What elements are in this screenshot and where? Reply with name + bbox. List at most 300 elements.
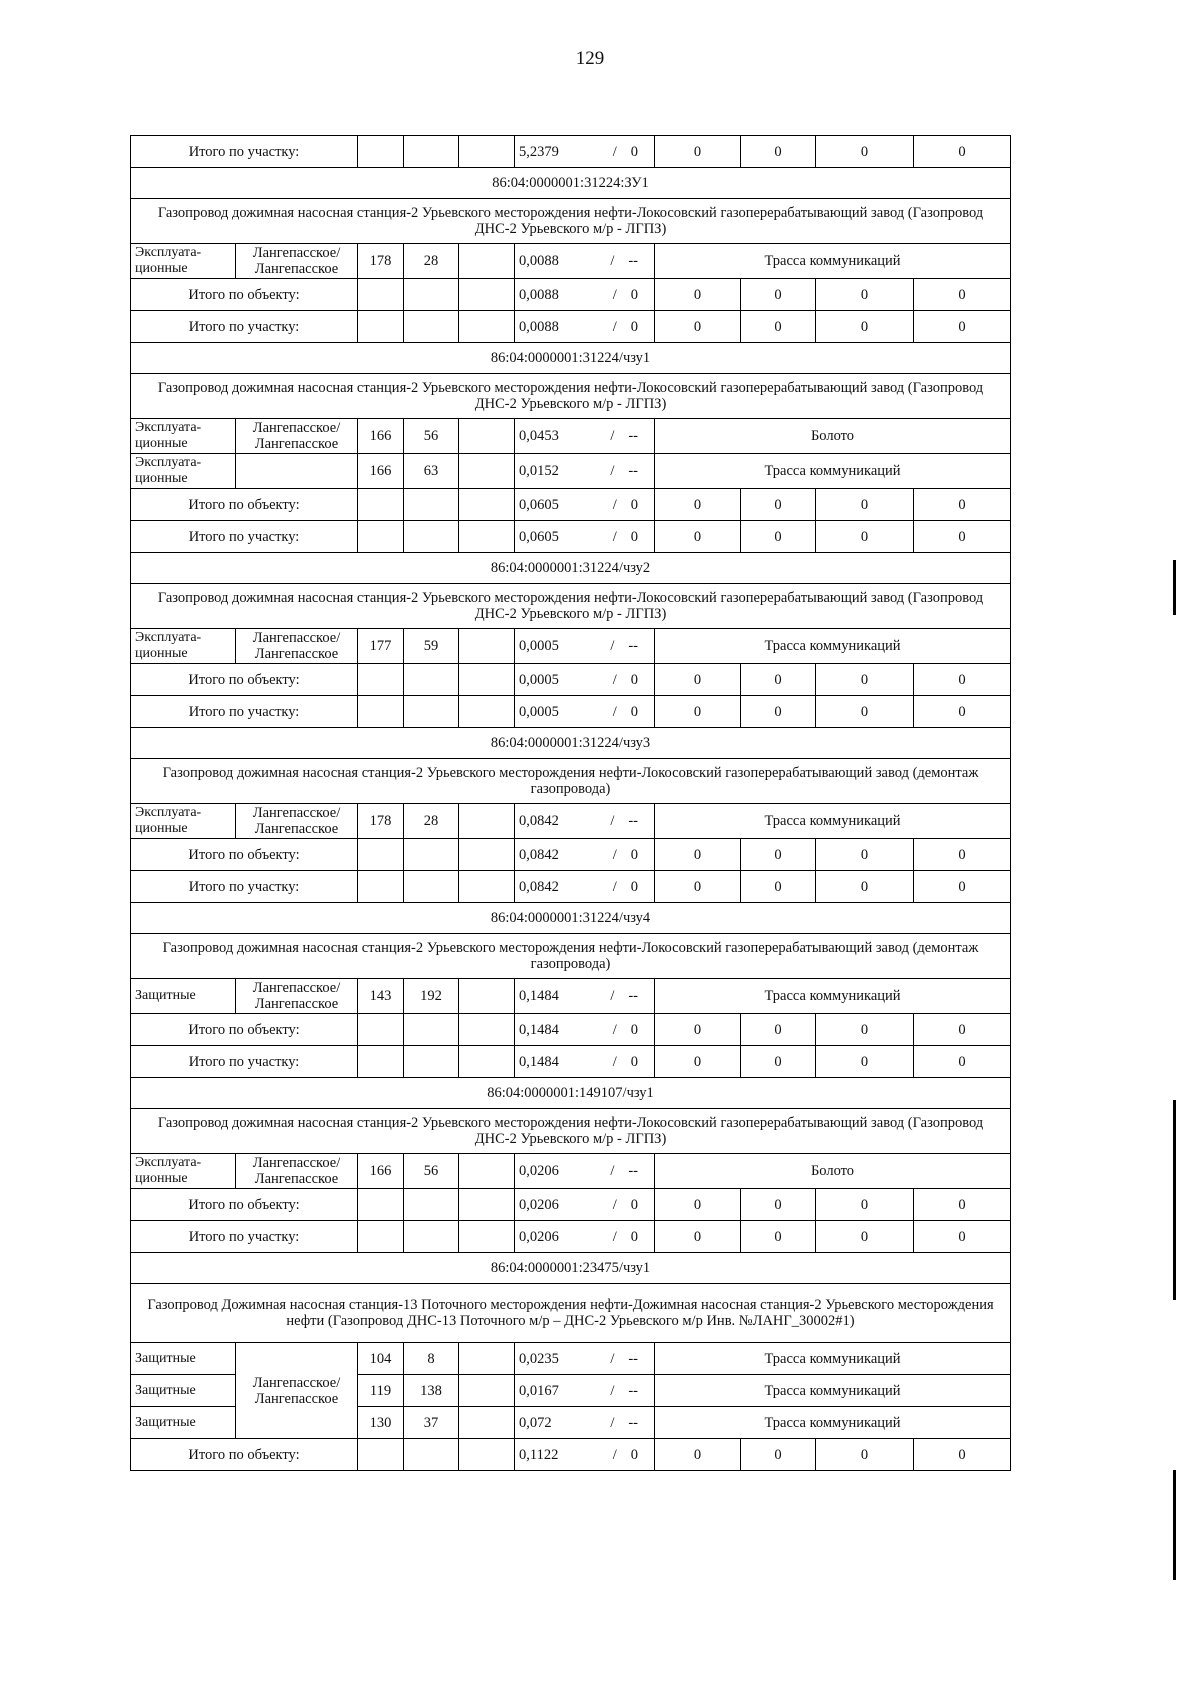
plot-total-row xyxy=(131,1046,1011,1078)
area-pair xyxy=(519,879,650,895)
area-second xyxy=(596,1383,638,1399)
cadastral-number: 86:04:0000001:31224/чзу1 xyxy=(131,343,1011,374)
vydel-number: 28 xyxy=(404,244,459,279)
plot-note: Трасса коммуникаций xyxy=(655,244,1011,279)
area-cell xyxy=(515,1221,655,1253)
empty-cell xyxy=(404,1221,459,1253)
area-separator: / xyxy=(612,286,617,303)
plot-row xyxy=(131,804,1011,839)
area-second-value: -- xyxy=(628,1350,639,1367)
area-separator: / xyxy=(610,463,615,479)
forest-category: Эксплуата- ционные xyxy=(131,419,236,454)
plot-note: Болото xyxy=(655,419,1011,454)
area-separator: / xyxy=(610,988,615,1004)
total-value: 0 xyxy=(655,1221,741,1253)
empty-cell xyxy=(404,1439,459,1471)
total-value: 0 xyxy=(914,136,1011,168)
forest-plot-table xyxy=(130,135,1011,1471)
empty-cell xyxy=(459,1375,515,1407)
plot-row xyxy=(131,1343,1011,1375)
object-total-row xyxy=(131,839,1011,871)
total-value: 0 xyxy=(816,489,914,521)
total-value: 0 xyxy=(816,1046,914,1078)
area-cell xyxy=(515,521,655,553)
object-name: Газопровод дожимная насосная станция-2 Урьевского месторождения нефти-Локосовский газоперерабатывающий завод (демонтаж газопровода) xyxy=(131,934,1011,979)
forest-category: Эксплуата- ционные xyxy=(131,804,236,839)
plot-note: Трасса коммуникаций xyxy=(655,1375,1011,1407)
forestry-name: Лангепасское/ Лангепасское xyxy=(236,804,358,839)
cadastral-row xyxy=(131,553,1011,584)
forest-category: Эксплуата- ционные xyxy=(131,244,236,279)
area-separator: / xyxy=(610,813,615,829)
plot-total-row xyxy=(131,871,1011,903)
empty-cell xyxy=(459,979,515,1014)
total-value: 0 xyxy=(741,489,816,521)
area-second-value: 0 xyxy=(630,1021,639,1038)
area-value: 0,0167 xyxy=(519,1382,559,1399)
total-value: 0 xyxy=(655,279,741,311)
area-separator: / xyxy=(612,1053,617,1070)
area-separator: / xyxy=(610,1350,615,1367)
object-total-row xyxy=(131,279,1011,311)
object-total-row xyxy=(131,1014,1011,1046)
cadastral-number: 86:04:0000001:31224/чзу3 xyxy=(131,728,1011,759)
empty-cell xyxy=(358,1439,404,1471)
total-label: Итого по участку: xyxy=(131,521,358,553)
object-name: Газопровод дожимная насосная станция-2 Урьевского месторождения нефти-Локосовский газоперерабатывающий завод (Газопровод ДНС-2 Урьевского м/р - ЛГПЗ) xyxy=(131,584,1011,629)
total-value: 0 xyxy=(655,839,741,871)
empty-cell xyxy=(358,871,404,903)
empty-cell xyxy=(404,1046,459,1078)
area-second-value: -- xyxy=(628,988,639,1004)
area-cell xyxy=(515,664,655,696)
kvartal-number: 166 xyxy=(358,1154,404,1189)
area-separator: / xyxy=(612,143,617,160)
total-value: 0 xyxy=(655,664,741,696)
area-cell xyxy=(515,136,655,168)
area-second-value: -- xyxy=(628,428,639,444)
empty-cell xyxy=(459,1439,515,1471)
area-cell xyxy=(515,1046,655,1078)
area-value: 0,0842 xyxy=(519,846,559,863)
total-value: 0 xyxy=(914,1046,1011,1078)
area-value: 0,1484 xyxy=(519,988,559,1004)
empty-cell xyxy=(358,696,404,728)
area-second-value: 0 xyxy=(630,496,639,513)
area-value: 0,0005 xyxy=(519,703,559,720)
total-value: 0 xyxy=(741,1046,816,1078)
empty-cell xyxy=(459,454,515,489)
cadastral-row xyxy=(131,1253,1011,1284)
cadastral-number: 86:04:0000001:31224/чзу4 xyxy=(131,903,1011,934)
empty-cell xyxy=(459,629,515,664)
area-second xyxy=(599,879,638,895)
plot-row xyxy=(131,629,1011,664)
empty-cell xyxy=(459,1014,515,1046)
area-cell xyxy=(515,871,655,903)
object-row xyxy=(131,584,1011,629)
area-second xyxy=(599,672,638,688)
area-cell xyxy=(515,279,655,311)
total-value: 0 xyxy=(816,1189,914,1221)
plot-total-row xyxy=(131,311,1011,343)
area-second-value: 0 xyxy=(630,878,639,895)
area-cell xyxy=(515,1014,655,1046)
area-value: 0,1122 xyxy=(519,1446,559,1463)
total-value: 0 xyxy=(741,664,816,696)
total-value: 0 xyxy=(741,521,816,553)
total-value: 0 xyxy=(741,871,816,903)
total-value: 0 xyxy=(655,1046,741,1078)
object-row xyxy=(131,759,1011,804)
total-value: 0 xyxy=(741,136,816,168)
area-value: 0,0206 xyxy=(519,1196,559,1213)
total-value: 0 xyxy=(914,489,1011,521)
area-second xyxy=(599,497,638,513)
area-second-value: 0 xyxy=(630,1053,639,1070)
scan-edge-mark xyxy=(1173,1100,1176,1300)
area-cell xyxy=(515,489,655,521)
area-second xyxy=(596,1163,638,1179)
kvartal-number: 143 xyxy=(358,979,404,1014)
area-second-value: 0 xyxy=(630,528,639,545)
area-second-value: -- xyxy=(628,253,639,269)
total-value: 0 xyxy=(655,696,741,728)
total-value: 0 xyxy=(655,1189,741,1221)
total-label: Итого по объекту: xyxy=(131,1439,358,1471)
total-value: 0 xyxy=(914,1221,1011,1253)
area-cell xyxy=(515,311,655,343)
area-pair xyxy=(519,1022,650,1038)
area-value: 0,0088 xyxy=(519,286,559,303)
area-pair xyxy=(519,319,650,335)
kvartal-number: 178 xyxy=(358,804,404,839)
area-pair xyxy=(519,813,650,829)
area-second xyxy=(599,1054,638,1070)
area-value: 0,0605 xyxy=(519,528,559,545)
total-value: 0 xyxy=(816,136,914,168)
area-value: 0,0235 xyxy=(519,1350,559,1367)
total-value: 0 xyxy=(741,839,816,871)
empty-cell xyxy=(404,839,459,871)
forest-category: Защитные xyxy=(131,1343,236,1375)
area-second xyxy=(596,813,638,829)
cadastral-row xyxy=(131,728,1011,759)
area-pair xyxy=(519,463,650,479)
area-second xyxy=(596,1351,638,1367)
total-value: 0 xyxy=(816,1221,914,1253)
empty-cell xyxy=(404,871,459,903)
area-second-value: 0 xyxy=(630,1196,639,1213)
total-value: 0 xyxy=(655,489,741,521)
area-cell xyxy=(515,454,655,489)
area-value: 0,1484 xyxy=(519,1021,559,1038)
vydel-number: 63 xyxy=(404,454,459,489)
total-value: 0 xyxy=(655,521,741,553)
plot-note: Болото xyxy=(655,1154,1011,1189)
cadastral-number: 86:04:0000001:149107/чзу1 xyxy=(131,1078,1011,1109)
area-cell xyxy=(515,1439,655,1471)
total-value: 0 xyxy=(914,664,1011,696)
total-value: 0 xyxy=(655,1439,741,1471)
plot-note: Трасса коммуникаций xyxy=(655,1407,1011,1439)
area-second-value: -- xyxy=(628,1163,639,1179)
forest-category: Защитные xyxy=(131,979,236,1014)
area-pair xyxy=(519,497,650,513)
empty-cell xyxy=(459,1407,515,1439)
total-label: Итого по участку: xyxy=(131,1221,358,1253)
object-name: Газопровод дожимная насосная станция-2 Урьевского месторождения нефти-Локосовский газоперерабатывающий завод (демонтаж газопровода) xyxy=(131,759,1011,804)
area-pair xyxy=(519,1229,650,1245)
area-pair xyxy=(519,638,650,654)
vydel-number: 56 xyxy=(404,419,459,454)
total-value: 0 xyxy=(816,839,914,871)
forestry-name: Лангепасское/ Лангепасское xyxy=(236,979,358,1014)
area-second-value: 0 xyxy=(630,1446,639,1463)
area-separator: / xyxy=(612,1446,617,1463)
area-second-value: 0 xyxy=(630,846,639,863)
plot-row xyxy=(131,1154,1011,1189)
object-total-row xyxy=(131,489,1011,521)
area-separator: / xyxy=(610,253,615,269)
cadastral-number: 86:04:0000001:31224/чзу2 xyxy=(131,553,1011,584)
total-label: Итого по объекту: xyxy=(131,839,358,871)
area-separator: / xyxy=(610,1414,615,1431)
empty-cell xyxy=(404,521,459,553)
total-value: 0 xyxy=(655,871,741,903)
empty-cell xyxy=(358,839,404,871)
empty-cell xyxy=(404,1189,459,1221)
area-pair xyxy=(519,1383,650,1399)
total-value: 0 xyxy=(914,1014,1011,1046)
plot-note: Трасса коммуникаций xyxy=(655,1343,1011,1375)
plot-total-row xyxy=(131,696,1011,728)
area-pair xyxy=(519,144,650,160)
empty-cell xyxy=(459,521,515,553)
area-separator: / xyxy=(612,528,617,545)
area-second xyxy=(599,529,638,545)
total-value: 0 xyxy=(914,1439,1011,1471)
total-label: Итого по объекту: xyxy=(131,664,358,696)
plot-total-row xyxy=(131,521,1011,553)
total-label: Итого по участку: xyxy=(131,696,358,728)
total-value: 0 xyxy=(655,1014,741,1046)
area-pair xyxy=(519,847,650,863)
empty-cell xyxy=(358,664,404,696)
scan-edge-mark xyxy=(1173,560,1176,615)
plot-note: Трасса коммуникаций xyxy=(655,804,1011,839)
total-value: 0 xyxy=(741,311,816,343)
empty-cell xyxy=(459,489,515,521)
area-cell xyxy=(515,696,655,728)
plot-note: Трасса коммуникаций xyxy=(655,629,1011,664)
vydel-number: 37 xyxy=(404,1407,459,1439)
area-second xyxy=(596,463,638,479)
area-cell xyxy=(515,1154,655,1189)
area-second xyxy=(596,638,638,654)
empty-cell xyxy=(404,489,459,521)
vydel-number: 56 xyxy=(404,1154,459,1189)
forest-category: Защитные xyxy=(131,1375,236,1407)
forest-category: Эксплуата- ционные xyxy=(131,454,236,489)
cadastral-row xyxy=(131,1078,1011,1109)
total-value: 0 xyxy=(816,696,914,728)
empty-cell xyxy=(404,1014,459,1046)
kvartal-number: 166 xyxy=(358,454,404,489)
area-second-value: 0 xyxy=(630,143,639,160)
forestry-name: Лангепасское/ Лангепасское xyxy=(236,419,358,454)
area-cell xyxy=(515,804,655,839)
area-cell xyxy=(515,979,655,1014)
total-label: Итого по участку: xyxy=(131,311,358,343)
total-value: 0 xyxy=(914,1189,1011,1221)
empty-cell xyxy=(459,1046,515,1078)
total-value: 0 xyxy=(816,1014,914,1046)
total-label: Итого по объекту: xyxy=(131,489,358,521)
total-label: Итого по объекту: xyxy=(131,279,358,311)
object-name: Газопровод Дожимная насосная станция-13 Поточного месторождения нефти-Дожимная насосная станция-2 Урьевского месторождения нефти (Газопровод ДНС-13 Поточного м/р – ДНС-2 Урьевского м/р Инв. №ЛАНГ_30002#1) xyxy=(131,1284,1011,1343)
area-value: 5,2379 xyxy=(519,143,559,160)
empty-cell xyxy=(358,521,404,553)
total-value: 0 xyxy=(816,1439,914,1471)
empty-cell xyxy=(358,1221,404,1253)
area-value: 0,0206 xyxy=(519,1163,559,1179)
total-label: Итого по объекту: xyxy=(131,1189,358,1221)
area-separator: / xyxy=(610,1382,615,1399)
object-name: Газопровод дожимная насосная станция-2 Урьевского месторождения нефти-Локосовский газоперерабатывающий завод (Газопровод ДНС-2 Урьевского м/р - ЛГПЗ) xyxy=(131,374,1011,419)
area-value: 0,0005 xyxy=(519,671,559,688)
object-row xyxy=(131,374,1011,419)
plot-row xyxy=(131,979,1011,1014)
plot-row xyxy=(131,454,1011,489)
total-value: 0 xyxy=(655,136,741,168)
forestry-name: Лангепасское/ Лангепасское xyxy=(236,1343,358,1439)
object-total-row xyxy=(131,664,1011,696)
total-label: Итого по объекту: xyxy=(131,1014,358,1046)
area-pair xyxy=(519,287,650,303)
vydel-number: 192 xyxy=(404,979,459,1014)
cadastral-number: 86:04:0000001:23475/чзу1 xyxy=(131,1253,1011,1284)
area-second xyxy=(596,253,638,269)
area-separator: / xyxy=(612,671,617,688)
total-value: 0 xyxy=(741,1221,816,1253)
area-pair xyxy=(519,1447,650,1463)
area-second xyxy=(599,287,638,303)
area-separator: / xyxy=(612,318,617,335)
object-row xyxy=(131,199,1011,244)
area-second-value: -- xyxy=(628,1414,639,1431)
area-second-value: -- xyxy=(628,463,639,479)
total-value: 0 xyxy=(914,871,1011,903)
area-second-value: -- xyxy=(628,638,639,654)
area-separator: / xyxy=(610,638,615,654)
area-second xyxy=(599,144,638,160)
total-value: 0 xyxy=(741,1439,816,1471)
area-cell xyxy=(515,1343,655,1375)
area-cell xyxy=(515,419,655,454)
area-value: 0,0088 xyxy=(519,318,559,335)
area-second-value: 0 xyxy=(630,671,639,688)
area-pair xyxy=(519,1197,650,1213)
vydel-number: 28 xyxy=(404,804,459,839)
empty-cell xyxy=(459,804,515,839)
total-value: 0 xyxy=(914,279,1011,311)
area-value: 0,0206 xyxy=(519,1228,559,1245)
object-total-row xyxy=(131,1439,1011,1471)
empty-cell xyxy=(459,871,515,903)
empty-cell xyxy=(459,839,515,871)
empty-cell xyxy=(459,419,515,454)
area-second xyxy=(596,428,638,444)
object-row xyxy=(131,934,1011,979)
area-separator: / xyxy=(610,428,615,444)
area-second xyxy=(599,319,638,335)
empty-cell xyxy=(404,696,459,728)
cadastral-row xyxy=(131,343,1011,374)
plot-note: Трасса коммуникаций xyxy=(655,979,1011,1014)
scan-edge-mark xyxy=(1173,1470,1176,1580)
vydel-number: 59 xyxy=(404,629,459,664)
total-label: Итого по участку: xyxy=(131,1046,358,1078)
area-second xyxy=(599,847,638,863)
area-separator: / xyxy=(612,878,617,895)
area-value: 0,0005 xyxy=(519,638,559,654)
total-value: 0 xyxy=(816,311,914,343)
area-cell xyxy=(515,839,655,871)
plot-note: Трасса коммуникаций xyxy=(655,454,1011,489)
area-cell xyxy=(515,629,655,664)
vydel-number: 138 xyxy=(404,1375,459,1407)
empty-cell xyxy=(459,311,515,343)
area-value: 0,0842 xyxy=(519,813,559,829)
empty-cell xyxy=(358,1189,404,1221)
empty-cell xyxy=(459,136,515,168)
empty-cell xyxy=(459,1154,515,1189)
area-separator: / xyxy=(612,703,617,720)
total-value: 0 xyxy=(816,521,914,553)
kvartal-number: 166 xyxy=(358,419,404,454)
area-second-value: 0 xyxy=(630,1228,639,1245)
area-pair xyxy=(519,704,650,720)
total-value: 0 xyxy=(741,1189,816,1221)
plot-total-row xyxy=(131,136,1011,168)
area-value: 0,0453 xyxy=(519,428,559,444)
kvartal-number: 104 xyxy=(358,1343,404,1375)
area-second xyxy=(596,988,638,1004)
empty-cell xyxy=(358,489,404,521)
area-pair xyxy=(519,529,650,545)
object-name: Газопровод дожимная насосная станция-2 Урьевского месторождения нефти-Локосовский газоперерабатывающий завод (Газопровод ДНС-2 Урьевского м/р - ЛГПЗ) xyxy=(131,1109,1011,1154)
empty-cell xyxy=(459,279,515,311)
empty-cell xyxy=(459,664,515,696)
empty-cell xyxy=(459,244,515,279)
area-separator: / xyxy=(612,1228,617,1245)
forest-category: Эксплуата- ционные xyxy=(131,1154,236,1189)
total-value: 0 xyxy=(741,279,816,311)
area-separator: / xyxy=(612,496,617,513)
area-second xyxy=(599,704,638,720)
empty-cell xyxy=(459,1221,515,1253)
area-value: 0,0605 xyxy=(519,496,559,513)
object-total-row xyxy=(131,1189,1011,1221)
area-second-value: 0 xyxy=(630,318,639,335)
total-value: 0 xyxy=(741,696,816,728)
forestry-name xyxy=(236,454,358,489)
empty-cell xyxy=(404,136,459,168)
area-cell xyxy=(515,244,655,279)
area-cell xyxy=(515,1189,655,1221)
area-separator: / xyxy=(612,846,617,863)
